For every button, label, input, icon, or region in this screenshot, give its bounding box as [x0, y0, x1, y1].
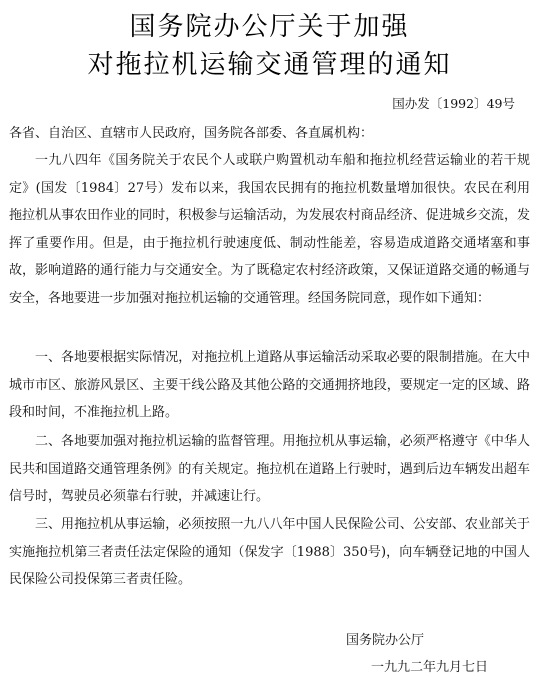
addressee-line: 各省、自治区、直辖市人民政府，国务院各部委、各直属机构： [9, 126, 374, 141]
body-paragraph-item-2: 二、各地要加强对拖拉机运输的监督管理。用拖拉机从事运输，必须严格遵守《中华人民共和国道路交通管理条例》的有关规定。拖拉机在道路上行驶时，遇到后边车辆发出超车信号时，驾驶员必须靠右行驶，并减速让行。 [9, 434, 530, 505]
body-paragraph-item-1: 一、各地要根据实际情况，对拖拉机上道路从事运输活动采取必要的限制措施。在大中城市市区、旅游风景区、主要干线公路及其他公路的交通拥挤地段，要规定一定的区域、路段和时间，不准拖拉机上路。 [9, 350, 530, 421]
document-title-line-2: 对拖拉机运输交通管理的通知 [87, 50, 452, 80]
issuer-signature: 国务院办公厅 [346, 633, 425, 648]
body-paragraph-intro: 一九八四年《国务院关于农民个人或联户购置机动车船和拖拉机经营运输业的若干规定》(国发〔1984〕27号）发布以来，我国农民拥有的拖拉机数量增加很快。农民在利用拖拉机从事农田作业的同时，积极参与运输活动，为发展农村商品经济、促进城乡交流，发挥了重要作用。但是，由于拖拉机行驶速度低、制动性能差，容易造成道路交通堵塞和事故，影响道路的通行能力与交通安全。为了既稳定农村经济政策，又保证道路交通的畅通与安全，各地要进一步加强对拖拉机运输的交通管理。经国务院同意，现作如下通知： [9, 153, 530, 306]
document-title-line-1: 国务院办公厅关于加强 [129, 12, 410, 42]
issue-date: 一九九二年九月七日 [371, 660, 489, 675]
document-number: 国办发〔1992〕49号 [392, 96, 515, 111]
body-paragraph-item-3: 三、用拖拉机从事运输，必须按照一九八八年中国人民保险公司、公安部、农业部关于实施拖拉机第三者责任法定保险的通知（保发字〔1988〕350号)，向车辆登记地的中国人民保险公司投保第三者责任险。 [9, 517, 530, 588]
